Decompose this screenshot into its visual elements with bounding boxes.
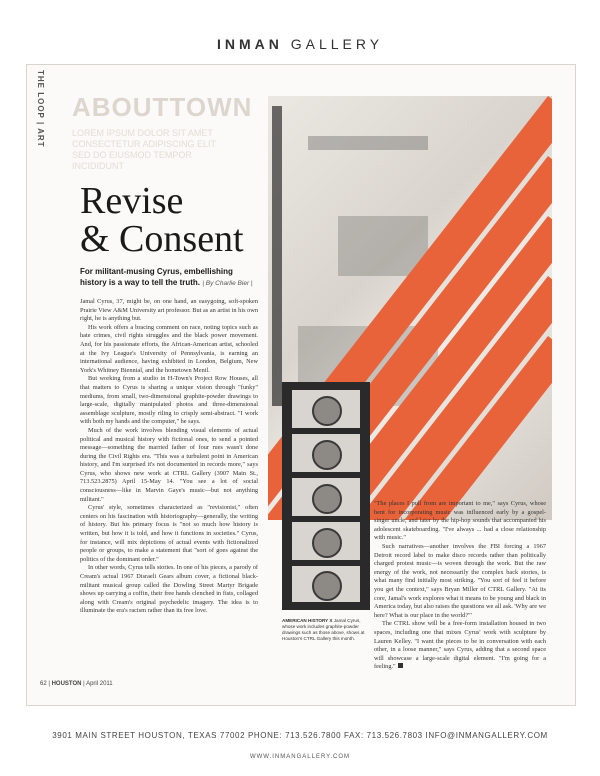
article-dek: [80, 266, 260, 289]
paragraph: His work offers a bracing comment on race, noting topics such as hate crimes, civil rights struggles and the black power movement. And, for his passionate efforts, the African-American artist, schooled at the Ivy League's University of Pennsylvania, is earning an international audience, having exhibited in London, Belgium, New York's Whitney Biennial, and the hometown Menil.: [80, 323, 258, 374]
page-folio: 62 | HOUSTON | April 2011: [40, 681, 113, 687]
film-frame-circle: [312, 484, 342, 514]
gallery-address: 3901 MAIN STREET HOUSTON, TEXAS 77002 PHONE: 713.526.7800 FAX: 713.526.7803 INFO@INMANGALLERY.COM: [52, 731, 548, 740]
film-frame: [292, 390, 360, 428]
brand-light: GALLERY: [290, 36, 384, 52]
film-frame-circle: [312, 396, 342, 426]
paragraph: Such narratives—another involves the FBI forcing a 1967 Detroit record label to make disco records rather than politically charged protest music—is woven through the work. But the raw energy of the work, not necessarily the complex back stories, is what many find initially most striking. "You sort of feel it before you get the context," says Bryan Miller of CTRL Gallery. "At its core, Jamal's work explores what it means to be young and black in America today, but also raises the questions we all ask. 'Why are we here? What is our place in the world?'": [374, 542, 546, 619]
dek-text: For militant-musing Cyrus, embellishing history is a way to tell the truth.: [80, 267, 233, 287]
film-frame-circle: [312, 440, 342, 470]
film-frame: [292, 522, 360, 560]
paragraph: Much of the work involves blending visual elements of actual political and musical history with fictional ones, to send a pointed message—something the married father of four rues wasn't done during the Civil Rights era. "This was a turbulent point in American history, and I'm surprised it's not documented in records more," says Cyrus, who shows new work at CTRL Gallery (3907 Main St., 713.523.2875) April 15-May 14. "You see a lot of social consciousness—like in Marvin Gaye's music—but not anything militant.": [80, 426, 258, 503]
paragraph: In other words, Cyrus tells stories. In one of his pieces, a parody of Cream's actual 1967 Disraeli Gears album cover, a fictional black-militant musical group called the Dowling Street Martyr Brigade shows up carrying a coffin, their free hands clenched in fists, collaged along with Cream's original psychedelic imagery. The idea is to illuminate the era's racism rather than its free love.: [80, 564, 258, 615]
article-title: [80, 182, 280, 258]
paragraph: [374, 620, 546, 672]
paragraph: "The places I pull from are important to me," says Cyrus, whose bent for incorporating music was influenced early by a gospel-singer uncle, and later by the hip-hop sounds that accompanied his adolescent skateboarding. "I've always ... had a close relationship with music.": [374, 500, 546, 542]
film-frame: [292, 434, 360, 472]
film-strip-artwork: [282, 382, 370, 610]
article-column-1: [80, 298, 258, 616]
folio-date: April 2011: [86, 681, 113, 687]
paragraph-text: The CTRL show will be a free-form installation housed in two spaces, including one that mixes Cyrus' work with sculpture by Lauren Kelley. "I want the pieces to be in conversation with each other, in a loose manner," says Cyrus, adding that a second space will showcase a large-scale digital element. "I'm going for a feeling.": [374, 620, 546, 671]
paragraph: Cyrus' style, sometimes characterized as "revisionist," often centers on his fascination with historiography—generally, the writing of history. But his primary focus is "not so much how history is written, but how it is told, and how it functions in societies." Cyrus, for instance, will mix depictions of actual events with fictionalized people or groups, to make a statement that "sort of goes against the politics of the dominant order.": [80, 504, 258, 563]
title-line-2: & Consent: [80, 218, 244, 260]
paragraph: Jamal Cyrus, 37, might be, on one hand, an easygoing, soft-spoken Prairie View A&M University art professor. But as an artist in his own right, he is anything but.: [80, 298, 258, 323]
film-frame: [292, 566, 360, 602]
gallery-website-link[interactable]: WWW.INMANGALLERY.COM: [249, 754, 351, 760]
film-frame-circle: [312, 571, 342, 601]
caption-text: Jamal Cyrus, whose work includes graphite-powder drawings such as those above, shows at Houston's CTRL Gallery this month.: [282, 618, 365, 641]
folio-page-number: 62: [40, 681, 47, 687]
film-frame-circle: [312, 528, 342, 558]
caption-title: AMERICAN HISTORY X: [282, 618, 333, 623]
title-line-1: Revise: [80, 180, 184, 222]
byline: | By Charlie Bier |: [202, 280, 253, 287]
section-flag-text: THE LOOP | ART: [36, 70, 45, 148]
end-mark-icon: [398, 663, 403, 668]
article-column-2: [374, 500, 546, 672]
image-caption: [282, 618, 368, 642]
show-through-body: LOREM IPSUM DOLOR SIT AMET CONSECTETUR ADIPISCING ELIT SED DO EIUSMOD TEMPOR INCIDIDUNT: [72, 128, 216, 171]
brand-bold: INMAN: [216, 36, 283, 52]
section-flag: [33, 70, 47, 150]
gallery-header: [0, 36, 600, 52]
artwork-dark-mark: [308, 136, 428, 150]
paragraph: But working from a studio in H-Town's Project Row Houses, all that matters to Cyrus is sharing a unique vision through "funky" mediums, from small, two-dimensional graphite-powder drawings to large-scale, digitally manipulated photos and three-dimensional assemblage sculpture, mostly riling to crisply semi-abstract. "I work with both my hands and the computer," he says.: [80, 375, 258, 426]
show-through-heading: ABOUTTOWN: [72, 92, 253, 122]
folio-magazine: HOUSTON: [51, 681, 82, 687]
film-frame: [292, 478, 360, 516]
